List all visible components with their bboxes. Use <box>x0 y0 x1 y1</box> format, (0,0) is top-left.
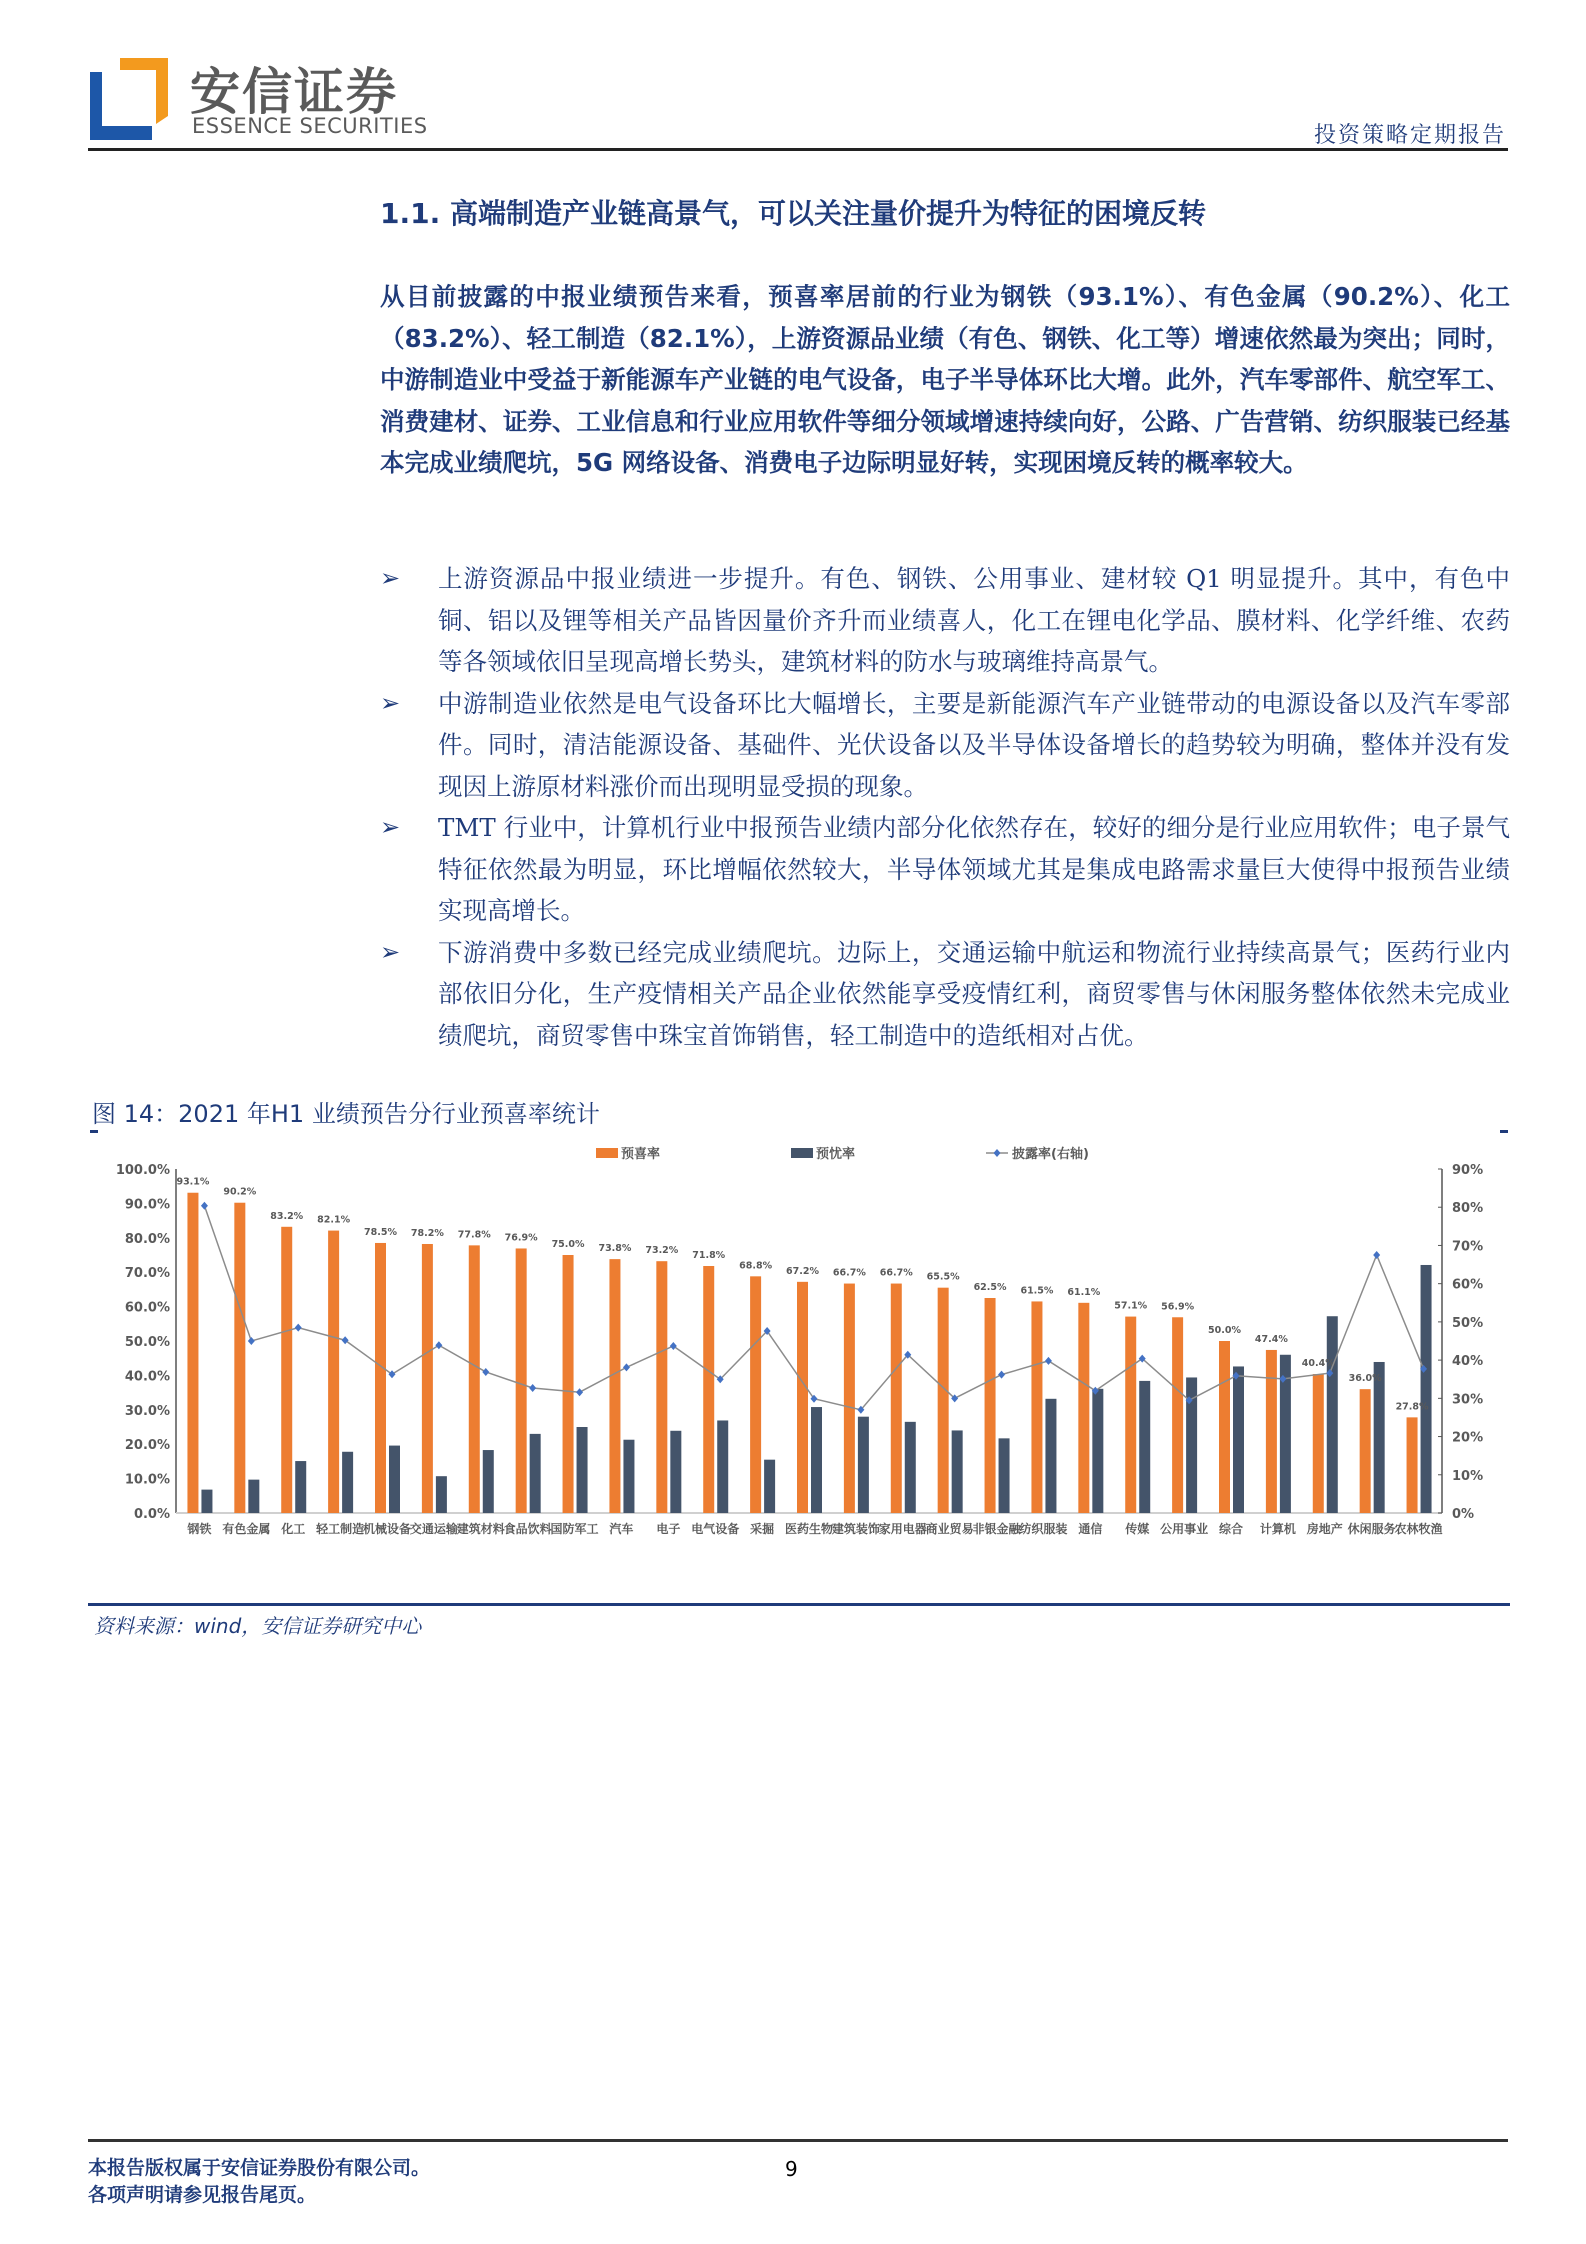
logo-mark <box>90 58 168 140</box>
line-point <box>998 1371 1005 1379</box>
line-point <box>1373 1251 1380 1259</box>
copyright-note: 本报告版权属于安信证券股份有限公司。 <box>88 2157 431 2179</box>
bar-data-label: 93.1% <box>176 1176 210 1188</box>
category-label: 建筑材料 <box>456 1522 505 1536</box>
line-point <box>342 1336 349 1344</box>
right-tick-label: 0% <box>1452 1507 1475 1522</box>
bar-data-label: 73.8% <box>598 1243 632 1255</box>
category-label: 钢铁 <box>187 1522 212 1536</box>
bar-yuxi <box>1219 1341 1230 1513</box>
bar-yuxi <box>750 1276 761 1513</box>
bar-youyou <box>764 1460 775 1513</box>
right-tick-label: 40% <box>1452 1354 1484 1370</box>
bar-data-label: 47.4% <box>1254 1333 1288 1345</box>
bar-yuxi <box>234 1203 245 1513</box>
bar-yuxi <box>1360 1389 1371 1513</box>
left-tick-label: 80.0% <box>124 1231 170 1247</box>
bullet-text: 中游制造业依然是电气设备环比大幅增长，主要是新能源汽车产业链带动的电源设备以及汽车零部件。同时，清洁能源设备、基础件、光伏设备以及半导体设备增长的趋势较为明确，整体并没有发现因上游原材料涨价而出现明显受损的现象。 <box>438 688 1510 801</box>
bar-yuxi <box>1172 1317 1183 1513</box>
legend-swatch-youyou <box>791 1148 813 1158</box>
page-number: 9 <box>785 2157 798 2181</box>
bar-youyou <box>670 1431 681 1513</box>
left-tick-label: 100.0% <box>115 1163 170 1178</box>
lead-paragraph: 从目前披露的中报业绩预告来看，预喜率居前的行业为钢铁（93.1%）、有色金属（90.2%）、化工（83.2%）、轻工制造（82.1%），上游资源品业绩（有色、钢铁、化工等）增速依然最为突出；同时，中游制造业中受益于新能源车产业链的电气设备，电子半导体环比大增。此外，汽车零部件、航空军工、消费建材、证券、工业信息和行业应用软件等细分领域增速持续向好，公路、广告营销、纺织服装已经基本完成业绩爬坑，5G 网络设备、消费电子边际明显好转，实现困境反转的概率较大。 <box>380 282 1510 477</box>
category-label: 交通运输 <box>409 1522 458 1536</box>
legend-label: 预喜率 <box>621 1147 661 1162</box>
category-label: 食品饮料 <box>503 1522 552 1536</box>
line-point <box>623 1363 630 1371</box>
bar-yuxi <box>1125 1317 1136 1513</box>
bar-youyou <box>623 1440 634 1513</box>
category-label: 医药生物 <box>784 1522 834 1536</box>
bullet-item <box>380 683 1510 808</box>
category-label: 电子 <box>656 1522 681 1536</box>
category-label: 纺织服装 <box>1019 1522 1068 1536</box>
bar-yuxi <box>703 1266 714 1513</box>
bar-yuxi <box>891 1284 902 1513</box>
right-tick-label: 50% <box>1452 1315 1484 1331</box>
footer-divider <box>88 2139 1508 2142</box>
bar-data-label: 56.9% <box>1161 1301 1195 1313</box>
arrow-bullet-icon: ➢ <box>380 937 401 966</box>
left-tick-label: 30.0% <box>124 1403 170 1419</box>
bar-yuxi <box>938 1288 949 1513</box>
bar-youyou <box>577 1427 588 1513</box>
bar-youyou <box>905 1422 916 1513</box>
bar-data-label: 78.2% <box>410 1227 444 1239</box>
category-label: 农林牧渔 <box>1394 1522 1443 1536</box>
left-tick-label: 50.0% <box>124 1335 170 1350</box>
bar-yuxi <box>985 1298 996 1513</box>
bullet-text: 上游资源品中报业绩进一步提升。有色、钢铁、公用事业、建材较 Q1 明显提升。其中，有色中铜、铝以及锂等相关产品皆因量价齐升而业绩喜人，化工在锂电化学品、膜材料、化学纤维、农药等各领域依旧呈现高增长势头，建筑材料的防水与玻璃维持高景气。 <box>438 564 1510 676</box>
bar-data-label: 62.5% <box>973 1282 1007 1293</box>
bullet-item <box>380 807 1510 932</box>
bar-youyou <box>1233 1366 1244 1513</box>
disclaimer-note: 各项声明请参见报告尾页。 <box>88 2184 317 2206</box>
bar-data-label: 75.0% <box>551 1239 585 1250</box>
bar-data-label: 50.0% <box>1208 1325 1241 1336</box>
left-tick-label: 20.0% <box>124 1438 170 1454</box>
left-tick-label: 90.0% <box>124 1197 170 1213</box>
section-title: 1.1. 高端制造产业链高景气，可以关注量价提升为特征的困境反转 <box>380 197 1206 230</box>
line-point <box>670 1342 677 1350</box>
line-point <box>295 1324 302 1332</box>
bullet-item <box>380 558 1510 683</box>
bar-yuxi <box>797 1282 808 1513</box>
logo-text-en: ESSENCE SECURITIES <box>192 114 428 138</box>
logo-text-cn: 安信证券 <box>190 63 398 121</box>
bar-yuxi <box>563 1255 574 1513</box>
bar-data-label: 40.4% <box>1301 1358 1335 1370</box>
source-divider <box>88 1603 1510 1606</box>
figure-title: 图 14：2021 年H1 业绩预告分行业预喜率统计 <box>92 1100 600 1128</box>
bar-youyou <box>1139 1381 1150 1513</box>
bar-youyou <box>1421 1265 1432 1513</box>
bar-data-label: 77.8% <box>457 1229 491 1241</box>
report-type: 投资策略定期报告 <box>1313 123 1506 148</box>
bar-data-label: 83.2% <box>270 1210 304 1222</box>
category-label: 商业贸易 <box>925 1522 974 1536</box>
bar-youyou <box>717 1420 728 1513</box>
right-tick-label: 20% <box>1452 1430 1484 1446</box>
bar-yuxi <box>609 1259 620 1513</box>
bar-yuxi <box>1266 1350 1277 1513</box>
line-point <box>201 1202 208 1210</box>
source-note: 资料来源：wind，安信证券研究中心 <box>94 1614 422 1638</box>
category-label: 电气设备 <box>691 1522 740 1536</box>
bar-data-label: 61.1% <box>1067 1286 1101 1298</box>
category-label: 公用事业 <box>1160 1522 1209 1536</box>
bar-youyou <box>952 1430 963 1513</box>
line-point <box>435 1341 442 1349</box>
bar-yuxi <box>844 1284 855 1513</box>
category-label: 非银金融 <box>972 1522 1021 1536</box>
bar-youyou <box>1045 1399 1056 1513</box>
bar-youyou <box>201 1490 212 1513</box>
bar-youyou <box>295 1461 306 1513</box>
left-tick-label: 70.0% <box>124 1266 170 1282</box>
category-label: 房地产 <box>1306 1522 1343 1536</box>
bar-data-label: 67.2% <box>786 1265 819 1277</box>
arrow-bullet-icon: ➢ <box>380 813 401 841</box>
bar-data-label: 66.7% <box>832 1267 866 1279</box>
bar-youyou <box>999 1438 1010 1513</box>
bar-youyou <box>1092 1389 1103 1513</box>
category-label: 国防军工 <box>550 1522 599 1536</box>
bar-data-label: 82.1% <box>317 1214 351 1226</box>
bar-yuxi <box>328 1231 339 1513</box>
bar-data-label: 57.1% <box>1114 1300 1148 1312</box>
legend-label: 披露率(右轴) <box>1012 1147 1089 1162</box>
bar-data-label: 78.5% <box>364 1226 397 1238</box>
line-point <box>248 1337 255 1345</box>
bullet-item <box>380 932 1510 1057</box>
left-tick-label: 60.0% <box>124 1300 170 1316</box>
bar-youyou <box>389 1446 400 1513</box>
bullet-text: TMT 行业中，计算机行业中报预告业绩内部分化依然存在，较好的细分是行业应用软件；电子景气特征依然最为明显，环比增幅依然较大，半导体领域尤其是集成电路需求量巨大使得中报预告业绩实现高增长。 <box>438 813 1510 925</box>
right-tick-label: 60% <box>1452 1277 1484 1293</box>
bar-youyou <box>1327 1316 1338 1513</box>
category-label: 建筑装饰 <box>831 1522 880 1536</box>
left-tick-label: 0.0% <box>133 1507 170 1522</box>
bullet-text: 下游消费中多数已经完成业绩爬坑。边际上，交通运输中航运和物流行业持续高景气；医药行业内部依旧分化，生产疫情相关产品企业依然能享受疫情红利，商贸零售与休闲服务整体依然未完成业绩爬坑，商贸零售中珠宝首饰销售，轻工制造中的造纸相对占优。 <box>438 937 1510 1050</box>
category-label: 机械设备 <box>362 1522 412 1536</box>
line-point <box>482 1368 489 1376</box>
category-label: 化工 <box>281 1522 306 1536</box>
bar-youyou <box>530 1434 541 1513</box>
header-divider <box>88 148 1508 151</box>
bar-data-label: 66.7% <box>879 1267 913 1279</box>
legend-label: 预忧率 <box>816 1147 856 1162</box>
category-label: 计算机 <box>1259 1522 1296 1536</box>
bar-yuxi <box>516 1248 527 1513</box>
bar-yuxi <box>1031 1301 1042 1513</box>
chart <box>86 1140 1516 1560</box>
bar-yuxi <box>469 1245 480 1513</box>
bar-data-label: 73.2% <box>645 1245 679 1257</box>
category-label: 通信 <box>1078 1522 1103 1536</box>
bar-yuxi <box>1078 1303 1089 1513</box>
line-point <box>389 1370 396 1378</box>
bar-youyou <box>1374 1362 1385 1513</box>
line-point <box>1045 1357 1052 1365</box>
category-label: 传媒 <box>1125 1522 1150 1536</box>
bar-youyou <box>858 1417 869 1513</box>
left-tick-label: 10.0% <box>124 1472 170 1488</box>
category-label: 综合 <box>1218 1522 1244 1536</box>
bar-data-label: 36.0% <box>1348 1373 1382 1385</box>
right-tick-label: 30% <box>1452 1392 1484 1408</box>
line-point <box>529 1384 536 1392</box>
figure-corner-mark <box>1500 1130 1508 1133</box>
bar-yuxi <box>187 1193 198 1513</box>
bar-data-label: 68.8% <box>739 1260 773 1272</box>
category-label: 汽车 <box>609 1522 634 1536</box>
bar-youyou <box>483 1450 494 1513</box>
legend-marker-icon <box>994 1149 1001 1157</box>
right-tick-label: 90% <box>1452 1163 1484 1178</box>
bar-youyou <box>248 1480 259 1513</box>
category-label: 轻工制造 <box>316 1522 365 1536</box>
bar-yuxi <box>375 1243 386 1513</box>
category-label: 休闲服务 <box>1347 1522 1396 1536</box>
arrow-bullet-icon: ➢ <box>380 564 401 592</box>
bar-data-label: 71.8% <box>692 1250 726 1262</box>
bar-yuxi <box>656 1261 667 1513</box>
arrow-bullet-icon: ➢ <box>380 688 401 717</box>
bar-yuxi <box>422 1244 433 1513</box>
bullet-list <box>380 558 1510 1056</box>
category-label: 有色金属 <box>222 1522 271 1536</box>
right-tick-label: 80% <box>1452 1201 1484 1217</box>
bar-data-label: 61.5% <box>1020 1285 1054 1297</box>
bar-youyou <box>342 1452 353 1513</box>
legend-swatch-yuxi <box>596 1148 618 1158</box>
bar-data-label: 76.9% <box>504 1232 538 1244</box>
category-label: 采掘 <box>750 1522 775 1536</box>
bar-data-label: 27.8% <box>1395 1401 1429 1413</box>
figure-corner-mark <box>90 1130 98 1133</box>
line-point <box>576 1388 583 1396</box>
right-tick-label: 10% <box>1452 1468 1484 1484</box>
bar-yuxi <box>1407 1417 1418 1513</box>
bar-yuxi <box>1313 1374 1324 1513</box>
bar-youyou <box>436 1476 447 1513</box>
right-tick-label: 70% <box>1452 1239 1484 1255</box>
bar-data-label: 65.5% <box>926 1271 960 1283</box>
category-label: 家用电器 <box>878 1522 927 1536</box>
bar-yuxi <box>281 1227 292 1513</box>
left-tick-label: 40.0% <box>124 1369 170 1385</box>
bar-data-label: 90.2% <box>223 1186 257 1198</box>
bar-youyou <box>811 1407 822 1513</box>
